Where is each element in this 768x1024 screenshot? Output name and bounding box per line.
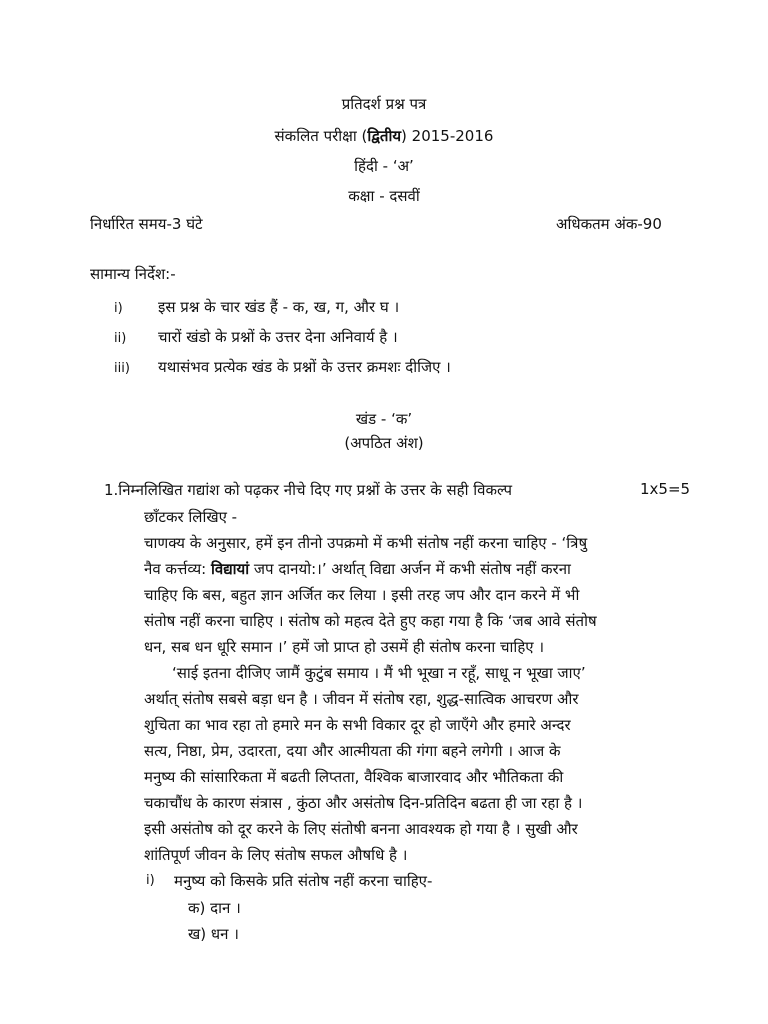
sub-question-number: i) bbox=[146, 873, 155, 888]
passage-paragraph-1 bbox=[144, 504, 680, 660]
instruction-number: ii) bbox=[114, 331, 127, 346]
passage-bold-word: विद्यायां bbox=[210, 560, 250, 578]
question-marks: 1x5=5 bbox=[640, 480, 691, 498]
question-prompt-continued: छाँटकर लिखिए - bbox=[144, 508, 238, 526]
instruction-text: इस प्रश्न के चार खंड हैं - क, ख, ग, और घ । bbox=[158, 298, 400, 316]
passage-line: अर्थात् संतोष सबसे बड़ा धन है । जीवन में संतोष रहा, शुद्ध-सात्विक आचरण और bbox=[144, 690, 579, 708]
answer-option: ख) धन । bbox=[188, 925, 239, 943]
time-allowed: निर्धारित समय-3 घंटे bbox=[90, 215, 203, 233]
instruction-text: यथासंभव प्रत्येक खंड के प्रश्नों के उत्तर क्रमशः दीजिए । bbox=[158, 358, 451, 376]
passage-line: चाणक्य के अनुसार, हमें इन तीनो उपक्रमो में कभी संतोष नहीं करना चाहिए - ‘त्रिषु bbox=[144, 534, 588, 552]
question-prompt: 1.निम्नलिखित गद्यांश को पढ़कर नीचे दिए गए प्रश्नों के उत्तर के सही विकल्प bbox=[104, 481, 512, 499]
sub-question-text: मनुष्य को किसके प्रति संतोष नहीं करना चाहिए- bbox=[174, 872, 433, 890]
passage-line: इसी असंतोष को दूर करने के लिए संतोषी बनना आवश्यक हो गया है । सुखी और bbox=[144, 820, 578, 838]
passage-line: मनुष्य की सांसारिकता में बढती लिप्तता, वैश्विक बाजारवाद और भौतिकता की bbox=[144, 768, 564, 786]
section-title: खंड - ‘क’ bbox=[355, 410, 413, 428]
instructions-heading: सामान्य निर्देश:- bbox=[90, 265, 176, 283]
passage-line: सत्य, निष्ठा, प्रेम, उदारता, दया और आत्मीयता की गंगा बहने लगेगी । आज के bbox=[144, 742, 561, 760]
exam-title bbox=[0, 126, 768, 146]
passage-line: धन, सब धन धूरि समान ।’ हमें जो प्राप्त हो उसमें ही संतोष करना चाहिए । bbox=[144, 638, 545, 656]
answer-option: क) दान । bbox=[188, 899, 241, 917]
paper-title: प्रतिदर्श प्रश्न पत्र bbox=[341, 95, 427, 113]
passage-line bbox=[144, 556, 680, 582]
section-subtitle: (अपठित अंश) bbox=[344, 434, 424, 452]
passage-line: चाहिए कि बस, बहुत ज्ञान अर्जित कर लिया । इसी तरह जप और दान करने में भी bbox=[144, 586, 580, 604]
passage-line: चकाचौंध के कारण संत्रास , कुंठा और असंतोष दिन-प्रतिदिन बढता ही जा रहा है । bbox=[144, 794, 583, 812]
passage-line: शांतिपूर्ण जीवन के लिए संतोष सफल औषधि है । bbox=[144, 846, 408, 864]
passage-line: संतोष नहीं करना चाहिए । संतोष को महत्व देते हुए कहा गया है कि ‘जब आवे संतोष bbox=[144, 612, 597, 630]
passage-line: शुचिता का भाव रहा तो हमारे मन के सभी विकार दूर हो जाएँगे और हमारे अन्दर bbox=[144, 716, 571, 734]
passage-text: जप दानयो:।’ अर्थात् विद्या अर्जन में कभी संतोष नहीं करना bbox=[249, 560, 571, 578]
passage-line: ‘साई इतना दीजिए जामैं कुटुंब समाय । मैं भी भूखा न रहूँ, साधू न भूखा जाए’ bbox=[172, 664, 586, 682]
instruction-number: i) bbox=[114, 301, 123, 316]
exam-title-bold: द्वितीय bbox=[367, 127, 402, 145]
instruction-text: चारों खंडो के प्रश्नों के उत्तर देना अनिवार्य है । bbox=[158, 328, 398, 346]
max-marks: अधिकतम अंक-90 bbox=[556, 215, 662, 233]
exam-title-prefix: संकलित परीक्षा ( bbox=[274, 127, 368, 145]
class-title: कक्षा - दसवीं bbox=[348, 187, 420, 205]
instruction-number: iii) bbox=[114, 361, 130, 376]
subject-title: हिंदी - ‘अ’ bbox=[354, 157, 414, 175]
passage-text: नैव कर्त्तव्य: bbox=[144, 560, 211, 578]
exam-title-suffix: ) 2015-2016 bbox=[401, 127, 494, 145]
passage-paragraph-2 bbox=[144, 660, 680, 868]
